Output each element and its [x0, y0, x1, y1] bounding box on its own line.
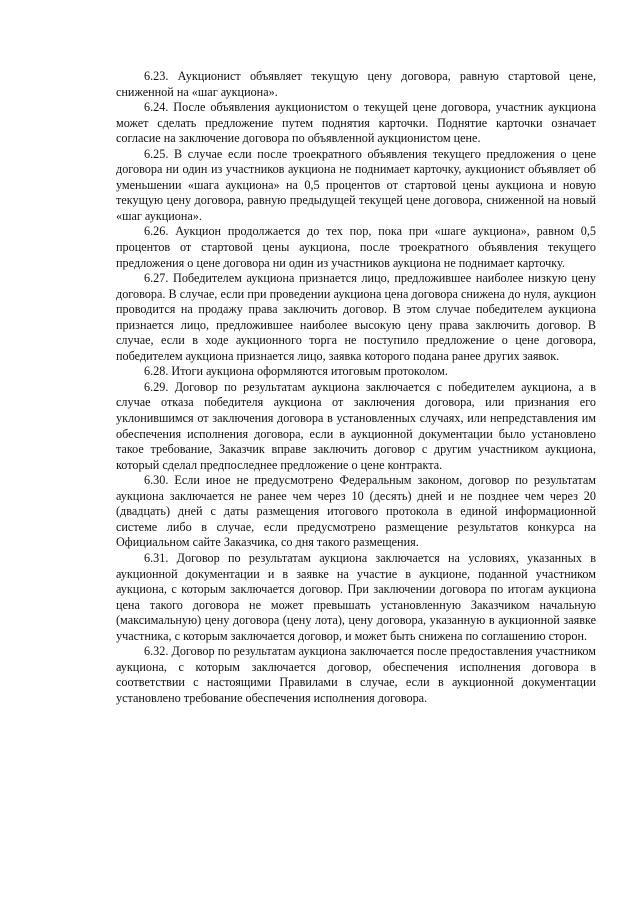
paragraph-6-27: 6.27. Победителем аукциона признается лицо, предложившее наиболее низкую цену договора. В случае, если при проведении аукциона цена договора снижена до нуля, аукцион проводится на продажу права заключить договор. В этом случае победителем аукциона признается лицо, предложившее наиболее высокую цену права заключить договор. В случае, если в ходе аукционного торга не поступило предложение о цене договора, победителем аукциона признается лицо, заявка которого подана ранее других заявок.: [116, 271, 596, 363]
paragraph-6-30: 6.30. Если иное не предусмотрено Федеральным законом, договор по результатам аукциона заключается не ранее чем через 10 (десять) дней и не позднее чем через 20 (двадцать) дней с даты размещения итогового протокола в единой информационной системе либо в случае, если предусмотрено размещение результатов конкурса на Официальном сайте Заказчика, со дня такого размещения.: [116, 473, 596, 550]
paragraph-6-24: 6.24. После объявления аукционистом о текущей цене договора, участник аукциона может сделать предложение путем поднятия карточки. Поднятие карточки означает согласие на заключение договора по объявленной аукционистом цене.: [116, 100, 596, 146]
document-body: [116, 69, 596, 706]
paragraph-6-31: 6.31. Договор по результатам аукциона заключается на условиях, указанных в аукционной документации и в заявке на участие в аукционе, поданной участником аукциона, с которым заключается договор. При заключении договора по итогам аукциона цена такого договора не может превышать установленную Заказчиком начальную (максимальную) цену договора (цену лота), цену договора, указанную в аукционной заявке участника, с которым заключается договор, и может быть снижена по соглашению сторон.: [116, 550, 596, 643]
paragraph-6-26: 6.26. Аукцион продолжается до тех пор, пока при «шаге аукциона», равном 0,5 процентов от стартовой цены аукциона, после троекратного объявления текущего предложения о цене договора ни один из участников аукциона не поднимает карточку.: [116, 224, 596, 270]
paragraph-6-32: 6.32. Договор по результатам аукциона заключается после предоставления участником аукциона, с которым заключается договор, обеспечения исполнения договора в соответствии с настоящими Правилами в случае, если в аукционной документации установлено требование обеспечения исполнения договора.: [116, 644, 596, 705]
paragraph-6-29: 6.29. Договор по результатам аукциона заключается с победителем аукциона, а в случае отказа победителя аукциона от заключения договора, или признания его уклонившимся от заключения договора в установленных случаях, или непредставления им обеспечения исполнения договора, если в аукционной документации было установлено такое требование, Заказчик вправе заключить договор с другим участником аукциона, который сделал предпоследнее предложение о цене контракта.: [116, 379, 596, 472]
paragraph-6-25: 6.25. В случае если после троекратного объявления текущего предложения о цене договора ни один из участников аукциона не поднимает карточку, аукционист объявляет об уменьшении «шага аукциона» на 0,5 процентов от стартовой цены аукциона и новую текущую цену договора, равную предыдущей текущей цене договора, сниженной на новый «шаг аукциона».: [116, 146, 596, 223]
paragraph-6-28: 6.28. Итоги аукциона оформляются итоговым протоколом.: [144, 364, 448, 379]
paragraph-6-23: 6.23. Аукционист объявляет текущую цену договора, равную стартовой цене, сниженной на «шаг аукциона».: [116, 69, 596, 99]
